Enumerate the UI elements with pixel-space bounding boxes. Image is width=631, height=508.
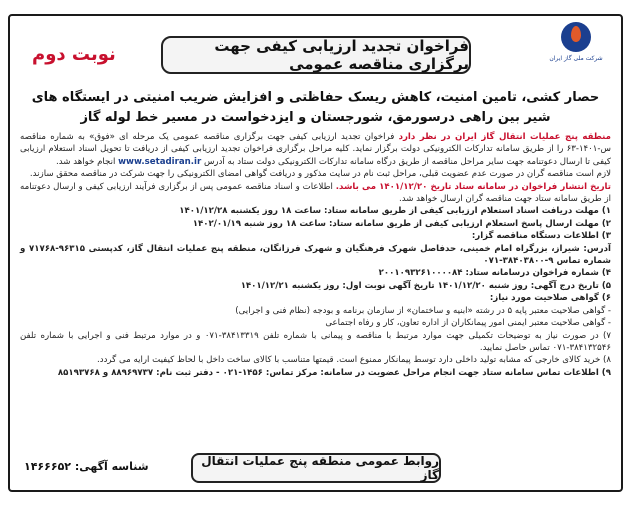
logo-caption: شرکت ملی گاز ایران	[549, 55, 603, 62]
membership-paragraph: لازم است مناقصه گران در صورت عدم عضویت قبلی، مراحل ثبت نام در سایت مذکور و دریافت گواهی امضای الکترونیکی را جهت شرکت در مناقصه محقق سازند.	[29, 169, 611, 180]
item-6b: - گواهی صلاحیت معتبر ایمنی امور پیمانکاران از اداره تعاون، کار و رفاه اجتماعی	[325, 318, 611, 329]
item-2: ۲) مهلت ارسال پاسخ استعلام ارزیابی کیفی از طریق سامانه ستاد: ساعت ۱۸ روز شنبه ۱۴۰۲/۰۱/۱۹	[192, 218, 611, 229]
round-label: نوبت دوم	[32, 44, 116, 65]
intro-lead: منطقه پنج عملیات انتقال گاز ایران در نظر دارد	[398, 132, 612, 142]
company-logo	[541, 22, 611, 80]
item-5: ۵) تاریخ درج آگهی: روز شنبه ۱۴۰۱/۱۲/۲۰ تاریخ آگهی نوبت اول: روز یکشنبه ۱۴۰۱/۱۲/۲۱	[240, 280, 611, 291]
publish-lead: تاریخ انتشار فراخوان در سامانه ستاد تاریخ ۱۴۰۱/۱۲/۲۰ می باشد.	[335, 181, 611, 192]
public-relations-label: روابط عمومی منطقه پنج عملیات انتقال گاز	[191, 453, 441, 483]
item-7: ۷) در صورت نیاز به توضیحات تکمیلی جهت موارد مرتبط با مناقصه و پیمانی با شماره تلفن ۳۸۴۱۳۳۱۹-۰۷۱ و در موارد مرتبط فنی و اجرایی با شماره تلفن ۳۸۴۱۳۲۵۴۶-۰۷۱ تماس حاصل نمایید.	[20, 330, 612, 353]
publish-paragraph	[20, 181, 611, 206]
publish-text: اطلاعات و اسناد مناقصه عمومی پس از برگزاری فرآیند ارزیابی کیفی و ارسال دعوتنامه از طریق سامانه ستاد جهت مناقصه گران ارسال خواهد شد.	[20, 181, 611, 205]
notice-body	[20, 131, 611, 431]
item-9: ۹) اطلاعات تماس سامانه ستاد جهت انجام مراحل عضویت در سامانه: مرکز تماس: ۱۴۵۶-۰۲۱ - دفتر ثبت نام: ۸۸۹۶۹۷۳۷ و ۸۵۱۹۳۷۶۸	[57, 367, 611, 378]
intro-tail: انجام خواهد شد.	[56, 156, 116, 167]
notice-frame	[8, 14, 623, 492]
item-6a: - گواهی صلاحیت معتبر پایه ۵ در رشته «ابنیه و ساختمان» از سازمان برنامه و بودجه (نظام فنی و اجرایی)	[235, 305, 611, 316]
address: آدرس: شیراز، بزرگراه امام خمینی، حدفاصل شهرک فرهنگیان و شهرک فرزانگان، منطقه پنج عملیات انتقال گاز، کدپستی ۹۶۳۱۵-۷۱۷۶۸ و شماره تماس ۹-۳۸۴۰۳۸۰۰-۰۷۱	[20, 243, 611, 267]
notice-title: فراخوان تجدید ارزیابی کیفی جهت برگزاری مناقصه عمومی	[161, 36, 471, 74]
item-8: ۸) خرید کالای خارجی که مشابه تولید داخلی دارد توسط پیمانکار ممنوع است. قیمتها متناسب با کالای ساخت داخل با لحاظ کیفیت ارایه می گردد.	[97, 355, 611, 366]
notice-subject: حصار کشی، تامین امنیت، کاهش ریسک حفاظتی و افزایش ضریب امنیتی در ایستگاه های شیر بین راهی درسورمق، شورجستان و ایزدخواست در مسیر خط لوله گاز	[31, 90, 600, 125]
website-link[interactable]: www.setadiran.ir	[118, 156, 202, 167]
gas-flame-icon	[561, 22, 591, 52]
item-6: ۶) گواهی صلاحیت مورد نیاز:	[489, 293, 611, 304]
item-4: ۴) شماره فراخوان درسامانه ستاد: ۲۰۰۱۰۹۳۲۶۱۰۰۰۰۸۴	[378, 268, 611, 279]
intro-text: فراخوان تجدید ارزیابی کیفی جهت برگزاری مناقصه عمومی یک مرحله ای «فوق» به شماره مناقصه س-۱۴۰۱-۶۳ را از طریق سامانه تدارکات الکترونیکی دولت برگزار نماید. کلیه مراحل برگزاری فراخوان تجدید ارزیابی کیفی از دریافت تا تحویل اسناد استعلام ارزیابی کیفی تا ارسال دعوتنامه جهت سایر مراحل مناقصه از طریق درگاه سامانه تدارکات الکترونیکی دولت ستاد به آدرس	[20, 132, 611, 167]
ad-id: شناسه آگهی: ۱۴۶۶۶۵۲	[24, 460, 149, 473]
item-1: ۱) مهلت دریافت اسناد استعلام ارزیابی کیفی از طریق سامانه ستاد: ساعت ۱۸ روز یکشنبه ۱۴۰۱/۱۲/۲۸	[179, 206, 611, 217]
intro-paragraph	[20, 131, 611, 168]
item-3: ۳) اطلاعات دستگاه مناقصه گزار:	[471, 231, 611, 242]
